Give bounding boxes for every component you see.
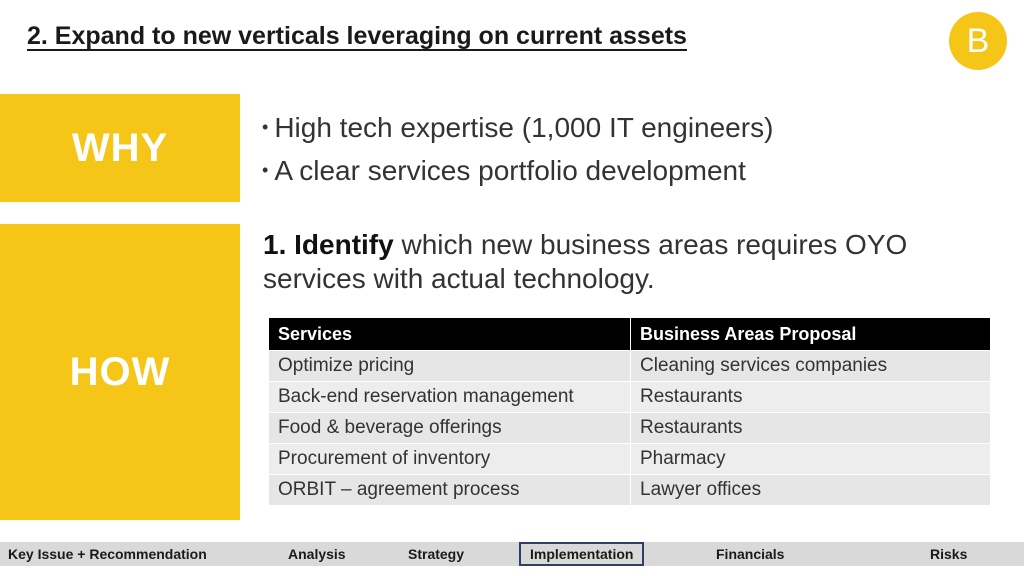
identify-bold: 1. Identify [263, 229, 394, 260]
table-header-row [269, 318, 991, 351]
table-row [269, 413, 991, 444]
business-area-cell: Pharmacy [631, 444, 991, 475]
table-row [269, 475, 991, 506]
service-cell: Back-end reservation management [269, 382, 631, 413]
table-row [269, 351, 991, 382]
nav-analysis[interactable]: Analysis [288, 546, 346, 562]
how-label: HOW [69, 349, 171, 394]
why-bullet: • High tech expertise (1,000 IT engineers) [262, 112, 774, 143]
why-panel [0, 94, 240, 202]
nav-financials[interactable]: Financials [716, 546, 785, 562]
business-area-cell: Cleaning services companies [631, 351, 991, 382]
column-header-business-areas: Business Areas Proposal [631, 318, 991, 351]
table-row [269, 382, 991, 413]
business-area-cell: Restaurants [631, 382, 991, 413]
column-header-services: Services [269, 318, 631, 351]
identify-text: which new business areas requires OYO services with actual technology. [263, 229, 908, 294]
nav-risks[interactable]: Risks [930, 546, 968, 562]
business-area-cell: Restaurants [631, 413, 991, 444]
services-table [268, 317, 991, 506]
page-title: 2. Expand to new verticals leveraging on current assets [27, 22, 687, 50]
why-bullet-list [262, 106, 773, 192]
brand-logo [949, 12, 1007, 70]
nav-strategy[interactable]: Strategy [408, 546, 465, 562]
identify-statement [263, 228, 1003, 296]
service-cell: Optimize pricing [269, 351, 631, 382]
nav-key-issue[interactable]: Key Issue + Recommendation [8, 546, 207, 562]
nav-implementation[interactable]: Implementation [519, 542, 644, 566]
how-panel [0, 224, 240, 520]
service-cell: ORBIT – agreement process [269, 475, 631, 506]
service-cell: Procurement of inventory [269, 444, 631, 475]
why-label: WHY [71, 125, 169, 170]
why-bullet: • A clear services portfolio development [262, 155, 746, 186]
bullet-icon: • [262, 160, 269, 180]
business-area-cell: Lawyer offices [631, 475, 991, 506]
service-cell: Food & beverage offerings [269, 413, 631, 444]
bullet-icon: • [262, 117, 269, 137]
table-row [269, 444, 991, 475]
bottom-nav-bar [0, 542, 1024, 566]
logo-letter: B [966, 21, 990, 60]
